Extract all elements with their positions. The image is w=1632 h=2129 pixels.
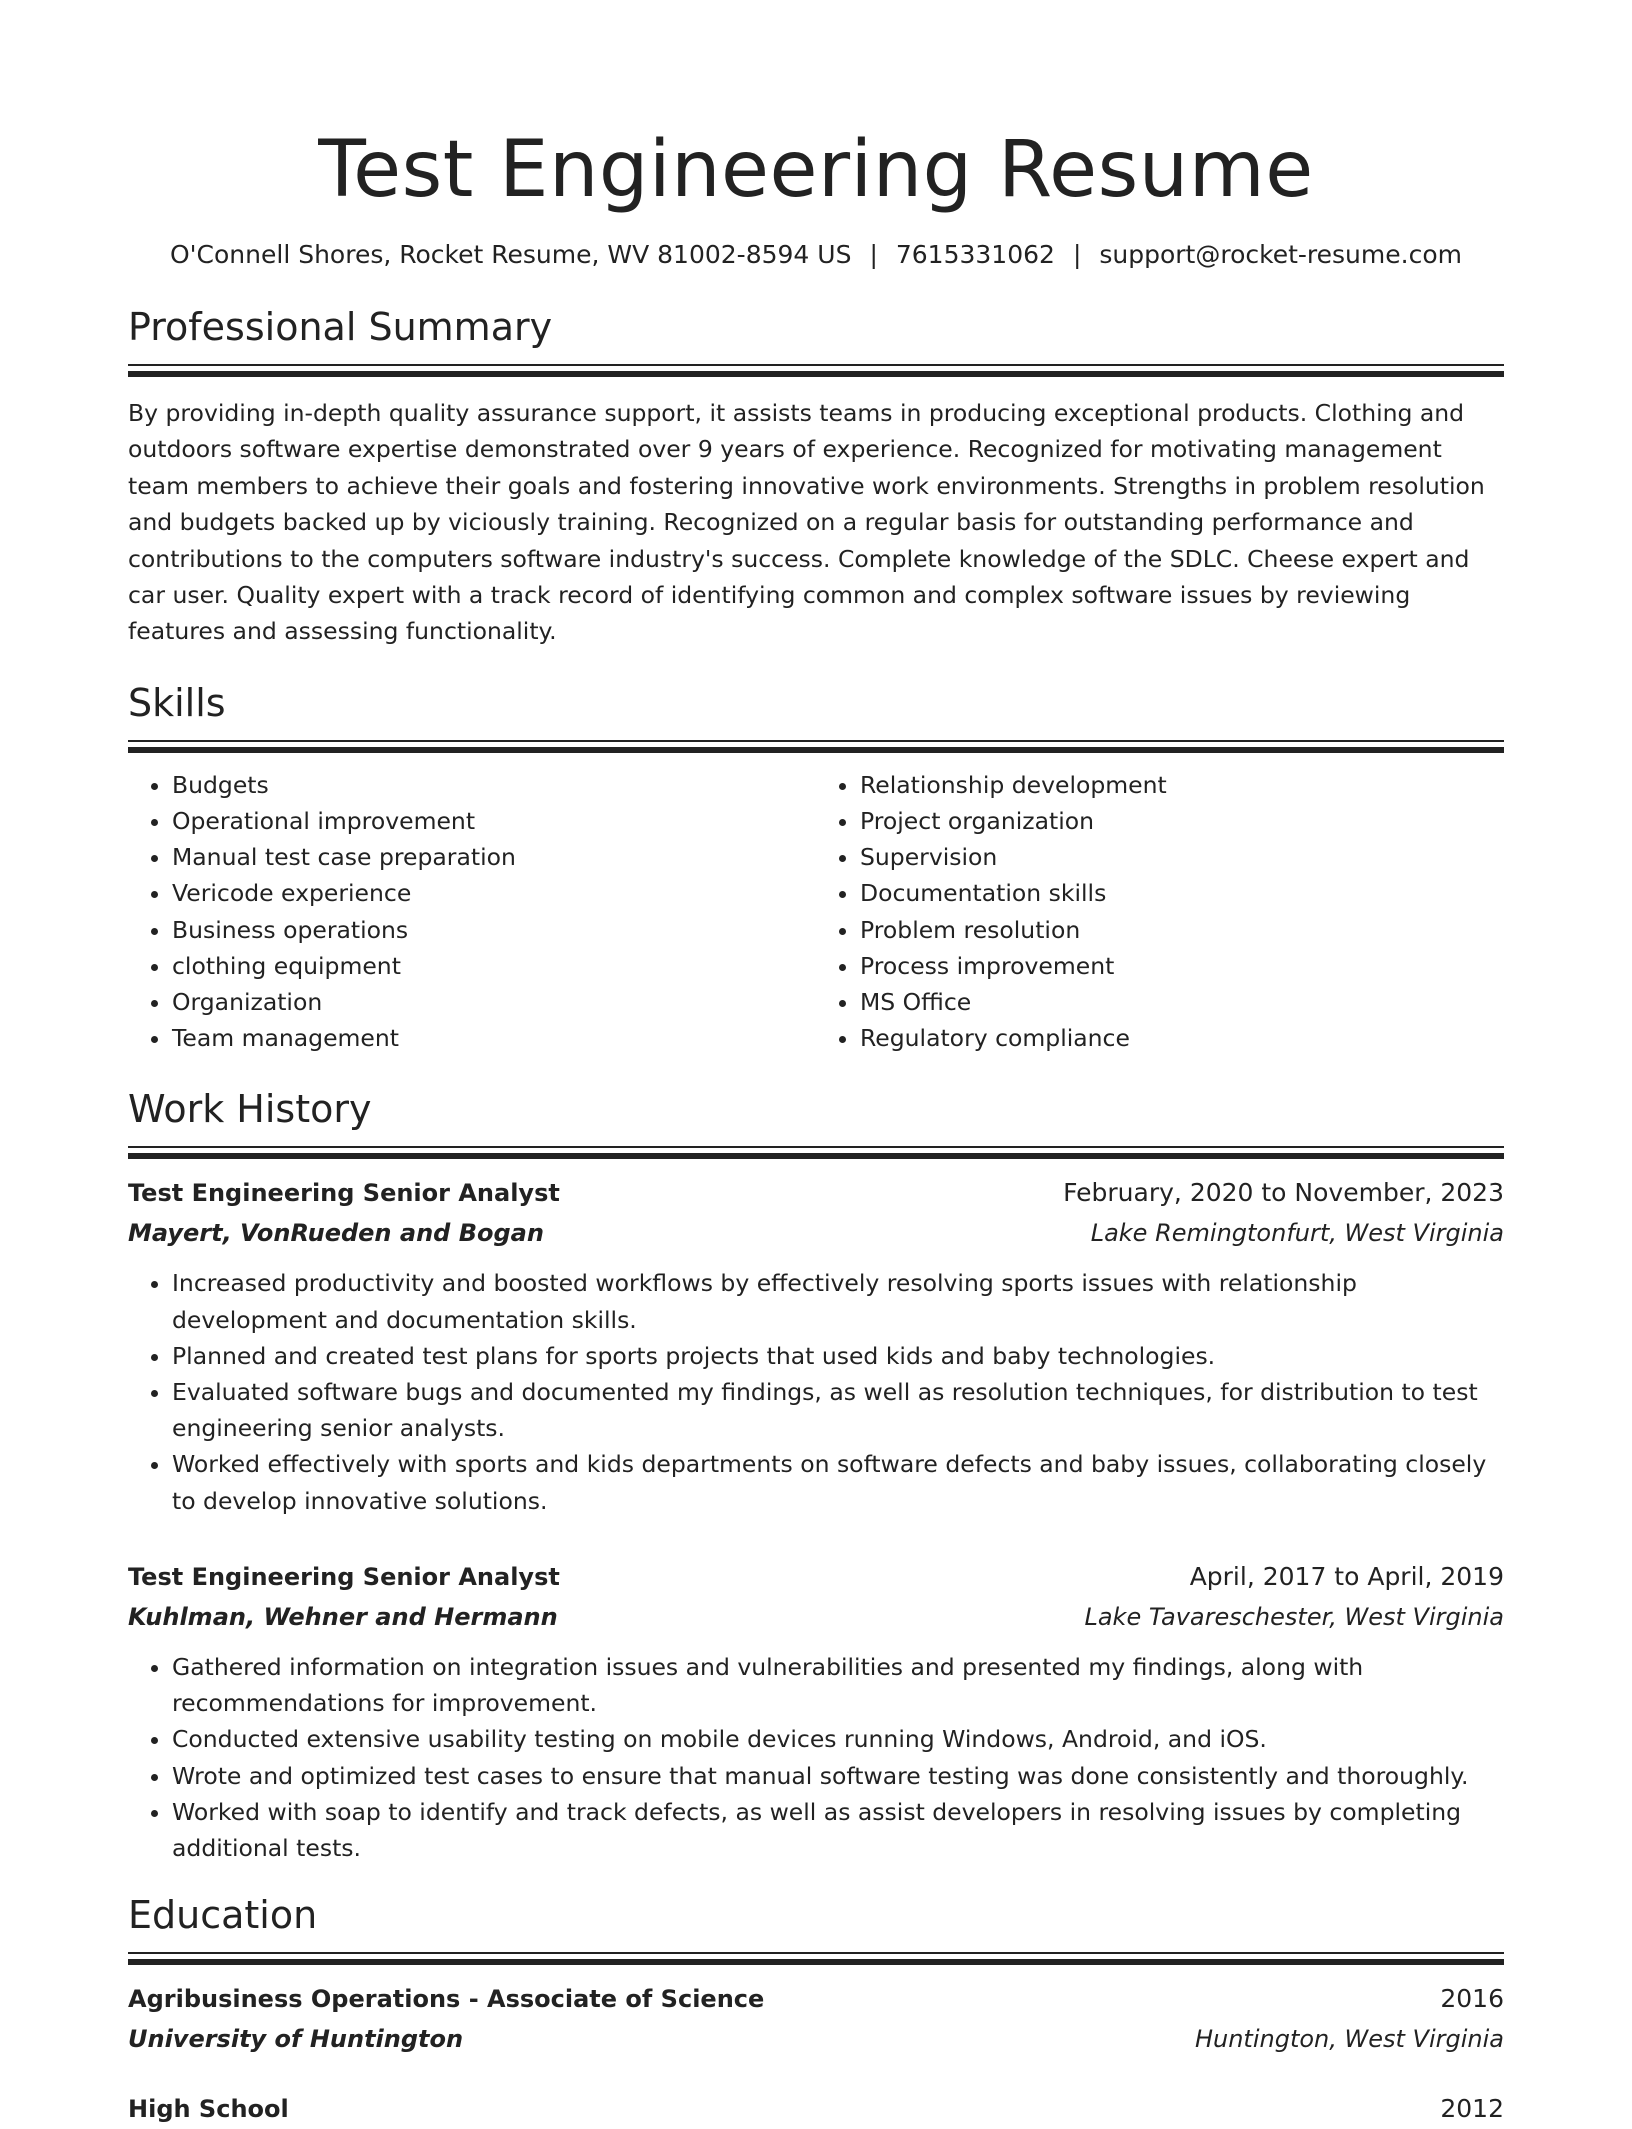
education-entry — [128, 2089, 1504, 2129]
education-degree: High School — [128, 2095, 289, 2124]
job-dates: April, 2017 to April, 2019 — [1189, 1561, 1504, 1591]
education-location: Huntington, West Virginia — [1194, 2025, 1504, 2054]
job-bullets — [128, 1265, 1504, 1518]
skill-item: • Team management — [172, 1020, 816, 1056]
resume-title: Test Engineering Resume — [318, 125, 1314, 215]
contact-line — [128, 238, 1504, 272]
job-bullet: • Wrote and optimized test cases to ensure that manual software testing was done consistently and thoroughly. — [172, 1758, 1504, 1794]
education-school: University of Huntington — [128, 2025, 464, 2054]
skill-item: • Operational improvement — [172, 803, 816, 839]
skill-item: • Relationship development — [860, 767, 1504, 803]
skill-item: • Process improvement — [860, 948, 1504, 984]
job-bullet: • Planned and created test plans for sports projects that used kids and baby technologies. — [172, 1338, 1504, 1374]
section-divider — [128, 1952, 1504, 1965]
contact-separator: | — [869, 240, 878, 269]
section-divider — [128, 740, 1504, 753]
skills-list — [128, 767, 1504, 1057]
section-divider — [128, 1146, 1504, 1159]
skill-item: • Problem resolution — [860, 912, 1504, 948]
skill-item: • Supervision — [860, 839, 1504, 875]
skill-item: • Regulatory compliance — [860, 1020, 1504, 1056]
education-year: 2012 — [1440, 2094, 1504, 2124]
skill-item: • MS Office — [860, 984, 1504, 1020]
contact-email: support@rocket-resume.com — [1099, 240, 1462, 269]
skill-item: • Organization — [172, 984, 816, 1020]
skill-item: • Documentation skills — [860, 875, 1504, 911]
education-year: 2016 — [1440, 1984, 1504, 2014]
section-heading-education: Education — [128, 1893, 318, 1938]
job-company: Kuhlman, Wehner and Hermann — [128, 1602, 558, 1631]
summary-section — [128, 302, 1504, 650]
job-title: Test Engineering Senior Analyst — [128, 1179, 560, 1208]
skill-item: • Manual test case preparation — [172, 839, 816, 875]
section-divider — [128, 364, 1504, 377]
job-bullet: • Worked with soap to identify and track defects, as well as assist developers in resolving issues by completing additional tests. — [172, 1794, 1504, 1866]
education-entry — [128, 1979, 1504, 2059]
skill-item: • Vericode experience — [172, 875, 816, 911]
skills-column-right — [816, 767, 1504, 1057]
job-bullet: • Conducted extensive usability testing on mobile devices running Windows, Android, and iOS. — [172, 1721, 1504, 1757]
contact-address: O'Connell Shores, Rocket Resume, WV 81002-8594 US — [170, 240, 852, 269]
skills-section — [128, 678, 1504, 1057]
job-dates: February, 2020 to November, 2023 — [1063, 1178, 1504, 1208]
section-heading-summary: Professional Summary — [128, 305, 553, 349]
job-title: Test Engineering Senior Analyst — [128, 1562, 560, 1591]
skill-item: • Project organization — [860, 803, 1504, 839]
section-heading-work-history: Work History — [128, 1087, 372, 1132]
contact-separator: | — [1072, 240, 1082, 269]
job-location: Lake Remingtonfurt, West Virginia — [1090, 1219, 1504, 1248]
summary-text: By providing in-depth quality assurance support, it assists teams in producing exceptional products. Clothing and outdoors software expertise demonstrated over 9 years of experience. Recognized for motivating management team members to achieve their goals and fostering innovative work environments. Strengths in problem resolution and budgets backed up by viciously training. Recognized on a regular basis for outstanding performance and contributions to the computers software industry's success. Complete knowledge of the SDLC. Cheese expert and car user. Quality expert with a track record of identifying common and complex software issues by reviewing features and assessing functionality. — [128, 399, 1485, 646]
job-entry — [128, 1557, 1504, 1866]
contact-phone: 7615331062 — [895, 240, 1055, 269]
skills-column-left — [128, 767, 816, 1057]
job-bullets — [128, 1649, 1504, 1866]
education-degree: Agribusiness Operations - Associate of Science — [128, 1985, 765, 2014]
work-history-section — [128, 1084, 1504, 1866]
job-bullet: • Evaluated software bugs and documented my findings, as well as resolution techniques, for distribution to test engineering senior analysts. — [172, 1374, 1504, 1446]
job-bullet: • Worked effectively with sports and kids departments on software defects and baby issues, collaborating closely to develop innovative solutions. — [172, 1446, 1504, 1518]
skill-item: • Budgets — [172, 767, 816, 803]
job-company: Mayert, VonRueden and Bogan — [128, 1219, 544, 1248]
job-location: Lake Tavareschester, West Virginia — [1084, 1602, 1504, 1631]
job-bullet: • Increased productivity and boosted workflows by effectively resolving sports issues with relationship development and documentation skills. — [172, 1265, 1504, 1337]
skill-item: • clothing equipment — [172, 948, 816, 984]
skill-item: • Business operations — [172, 912, 816, 948]
job-entry — [128, 1173, 1504, 1518]
section-heading-skills: Skills — [128, 680, 226, 725]
education-section — [128, 1890, 1504, 2129]
job-bullet: • Gathered information on integration issues and vulnerabilities and presented my findings, along with recommendations for improvement. — [172, 1649, 1504, 1721]
